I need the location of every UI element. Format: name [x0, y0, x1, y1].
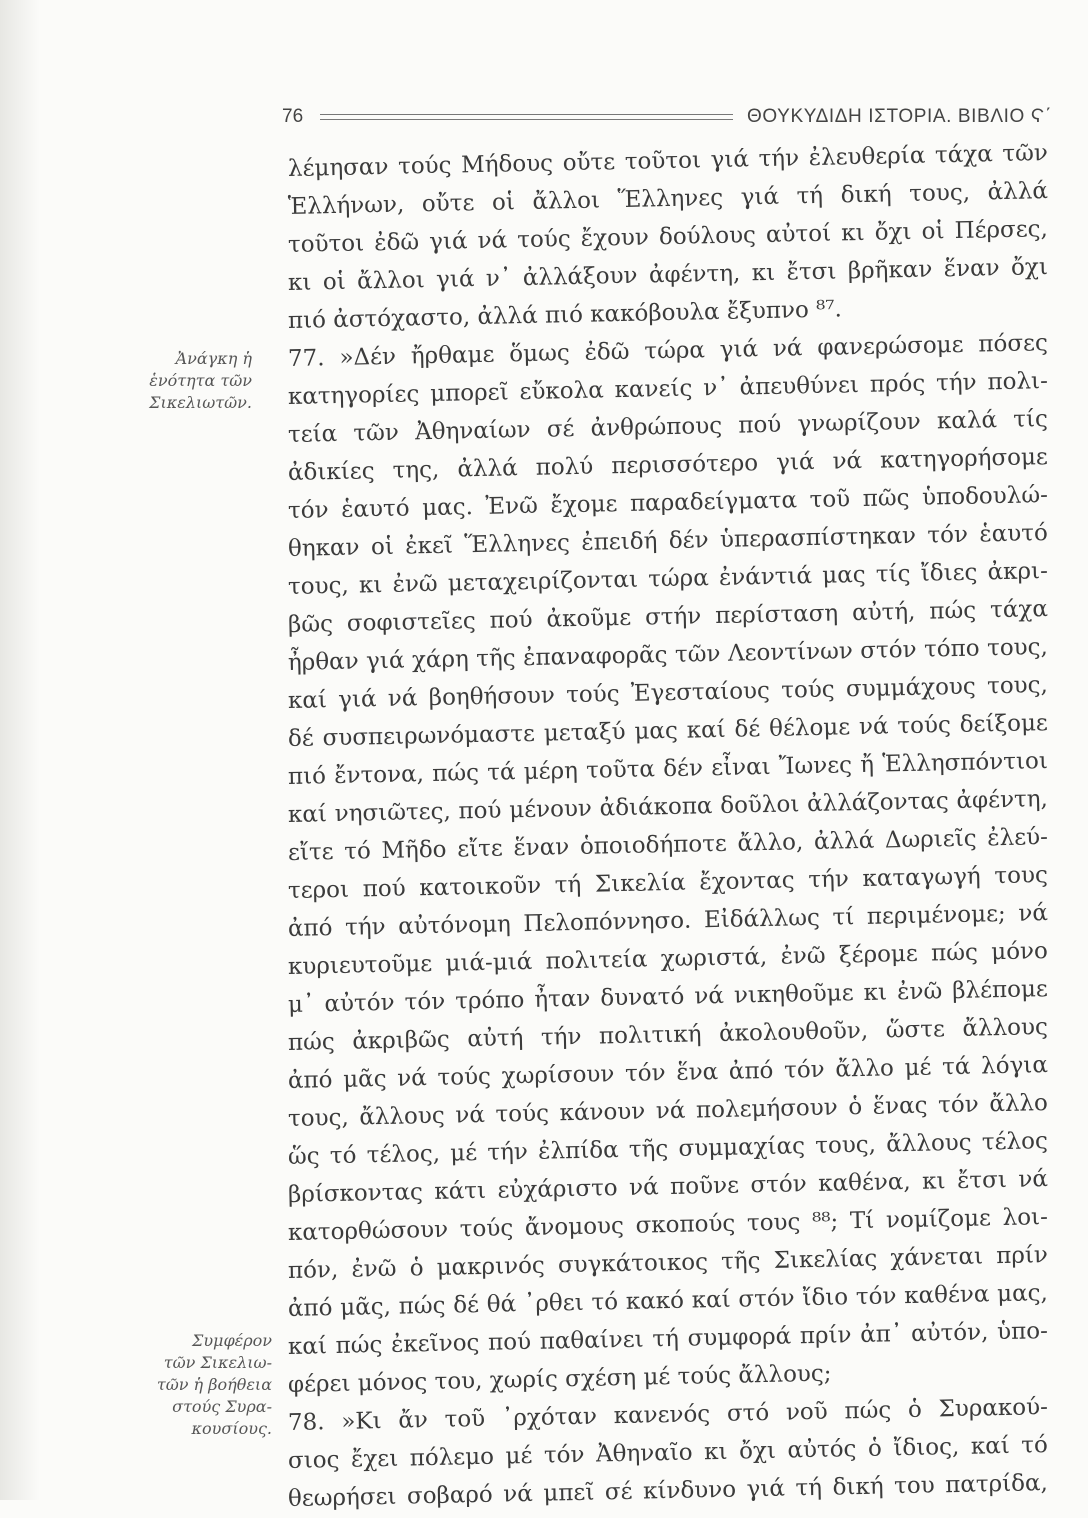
text-line: βρίσκοντας κάτι εὐχάριστο νά ποῦνε στόν καθένα, κι ἔτσι νά [287, 1166, 1049, 1208]
margin-note-line: τῶν ἡ βοήθεια [156, 1375, 272, 1394]
text-line: τους, ἄλλους νά τούς κάνουν νά πολεμήσουν ὁ ἕνας τόν ἄλλο [287, 1090, 1049, 1132]
margin-note-interest [122, 1330, 272, 1440]
text-line: ἦρθαν γιά χάρη τῆς ἐπαναφορᾶς τῶν Λεοντίνων στόν τόπο τους, [287, 634, 1049, 676]
margin-note-line: ἑνότητα τῶν [149, 371, 252, 390]
margin-note-line: τῶν Σικελιω- [163, 1353, 272, 1372]
text-line: καί νησιῶτες, πού μένουν ἀδιάκοπα δοῦλοι ἀλλάζοντας ἀφέντη, [287, 786, 1049, 828]
header-double-rule [320, 114, 733, 120]
text-line: Ἑλλήνων, οὔτε οἱ ἄλλοι Ἕλληνες γιά τή δική τους, ἀλλά [287, 178, 1049, 220]
text-line: λέμησαν τούς Μήδους οὔτε τοῦτοι γιά τήν ἐλευθερία τάχα τῶν [287, 140, 1049, 182]
running-header [282, 100, 1052, 134]
running-title: ΘΟΥΚΥΔΙΔΗ ΙΣΤΟΡΙΑ. ΒΙΒΛΙΟ Ϛ΄ [747, 106, 1052, 127]
text-line: τεία τῶν Ἀθηναίων σέ ἀνθρώπους πού γνωρίζουν καλά τίς [287, 406, 1049, 448]
text-line: μ᾿ αὐτόν τόν τρόπο ἦταν δυνατό νά νικηθοῦμε κι ἐνῶ βλέπομε [287, 976, 1049, 1018]
text-line: ἀδικίες της, ἀλλά πολύ περισσότερο γιά νά κατηγορήσομε [287, 444, 1049, 486]
text-line: κυριευτοῦμε μιά-μιά πολιτεία χωριστά, ἐνῶ ξέρομε πώς μόνο [287, 938, 1049, 980]
text-line: δέ συσπειρωνόμαστε μεταξύ μας καί δέ θέλομε νά τούς δείξομε [287, 710, 1049, 752]
text-line: τοῦτοι ἐδῶ γιά νά τούς ἔχουν δούλους αὐτοί κι ὄχι οἱ Πέρσες, [287, 216, 1049, 258]
margin-note-unity [102, 348, 252, 414]
text-line: βῶς σοφιστεῖες πού ἀκοῦμε στήν περίσταση αὐτή, πώς τάχα [287, 596, 1049, 638]
text-line: πώς ἀκριβῶς αὐτή τήν πολιτική ἀκολουθοῦν, ὥστε ἄλλους [287, 1014, 1049, 1056]
text-line: ἀπό μᾶς, πώς δέ θά ᾿ρθει τό κακό καί στόν ἴδιο τόν καθένα μας, [287, 1280, 1049, 1322]
text-line: σιος ἔχει πόλεμο μέ τόν Ἀθηναῖο κι ὄχι αὐτός ὁ ἴδιος, καί τό [287, 1432, 1049, 1474]
text-line: κι οἱ ἄλλοι γιά ν᾿ ἀλλάξουν ἀφέντη, κι ἔτσι βρῆκαν ἕναν ὄχι [287, 254, 1049, 296]
text-line: θεωρήσει σοβαρό νά μπεῖ σέ κίνδυνο γιά τή δική του πατρίδα, [287, 1470, 1049, 1512]
text-line: καί γιά νά βοηθήσουν τούς Ἐγεσταίους τούς συμμάχους τους, [287, 672, 1049, 714]
text-line: ἀπό τήν αὐτόνομη Πελοπόννησο. Εἰδάλλως τί περιμένομε; νά [287, 900, 1049, 942]
text-line: τεροι πού κατοικοῦν τή Σικελία ἔχοντας τήν καταγωγή τους [287, 862, 1049, 904]
page-gutter-shadow [0, 0, 40, 1500]
text-line: εἴτε τό Μῆδο εἴτε ἕναν ὁποιοδήποτε ἄλλο, ἀλλά Δωριεῖς ἐλεύ- [287, 824, 1049, 866]
margin-note-line: στούς Συρα- [172, 1397, 272, 1416]
text-line: πόν, ἐνῶ ὁ μακρινός συγκάτοικος τῆς Σικελίας χάνεται πρίν [287, 1242, 1049, 1284]
text-line: κατορθώσουν τούς ἄνομους σκοπούς τους ⁸⁸; Τί νομίζομε λοι- [287, 1204, 1049, 1246]
text-line: πιό ἀστόχαστο, ἀλλά πιό κακόβουλα ἔξυπνο ⁸⁷. [287, 296, 843, 334]
text-line: πιό ἔντονα, πώς τά μέρη τοῦτα δέν εἶναι Ἴωνες ἤ Ἑλλησπόντιοι [287, 748, 1049, 790]
text-line: φέρει μόνος του, χωρίς σχέση μέ τούς ἄλλους; [287, 1360, 832, 1398]
margin-note-line: Σικελιωτῶν. [149, 393, 252, 412]
text-line: 77. »Δέν ἤρθαμε ὅμως ἐδῶ τώρα γιά νά φανερώσομε πόσες [287, 330, 1049, 372]
text-line: ἀπό μᾶς νά τούς χωρίσουν τόν ἕνα ἀπό τόν ἄλλο μέ τά λόγια [287, 1052, 1049, 1094]
margin-note-line: Συμφέρον [192, 1331, 272, 1350]
margin-note-line: κουσίους. [191, 1419, 272, 1438]
text-line: καί πώς ἐκεῖνος πού παθαίνει τή συμφορά πρίν ἀπ᾿ αὐτόν, ὑπο- [287, 1318, 1049, 1360]
margin-note-line: Ἀνάγκη ἡ [175, 349, 252, 368]
text-line: ὥς τό τέλος, μέ τήν ἐλπίδα τῆς συμμαχίας τους, ἄλλους τέλος [287, 1128, 1049, 1170]
text-line: κατηγορίες μπορεῖ εὔκολα κανείς ν᾿ ἀπευθύνει πρός τήν πολι- [287, 368, 1049, 410]
text-line: θηκαν οἱ ἐκεῖ Ἕλληνες ἐπειδή δέν ὑπερασπίστηκαν τόν ἑαυτό [287, 520, 1049, 562]
text-line: τόν ἑαυτό μας. Ἐνῶ ἔχομε παραδείγματα τοῦ πῶς ὑποδουλώ- [287, 482, 1049, 524]
text-line: 78. »Κι ἄν τοῦ ᾿ρχόταν κανενός στό νοῦ πώς ὁ Συρακού- [287, 1394, 1049, 1436]
text-line: τους, κι ἐνῶ μεταχειρίζονται τώρα ἐνάντιά μας τίς ἴδιες ἀκρι- [287, 558, 1049, 600]
main-text [287, 140, 1049, 1518]
page-number: 76 [282, 106, 304, 127]
